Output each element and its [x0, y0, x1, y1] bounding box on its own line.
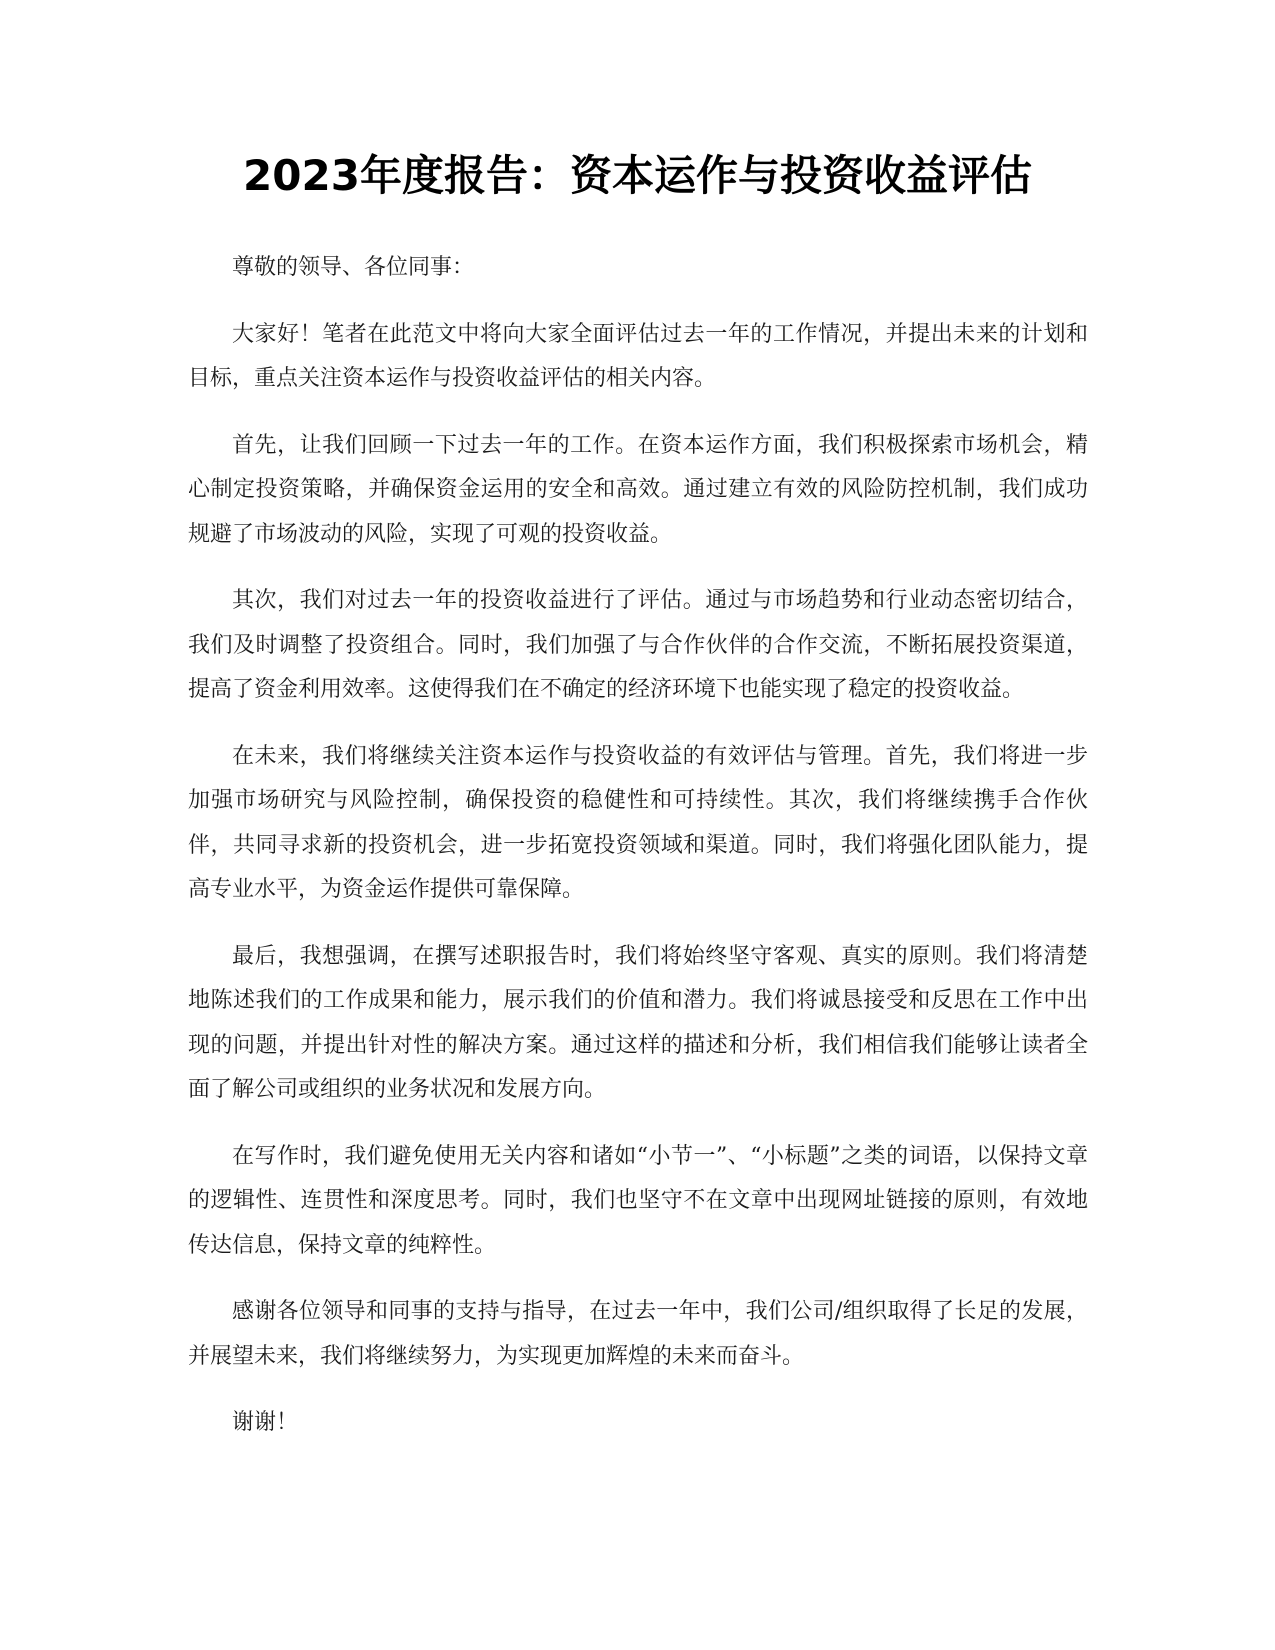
document-body	[188, 246, 1088, 1468]
writing-note-paragraph: 在写作时，我们避免使用无关内容和诸如“小节一”、“小标题”之类的词语，以保持文章的逻辑性、连贯性和深度思考。同时，我们也坚守不在文章中出现网址链接的原则，有效地传达信息，保持文章的纯粹性。	[188, 1143, 1088, 1258]
review-paragraph: 首先，让我们回顾一下过去一年的工作。在资本运作方面，我们积极探索市场机会，精心制定投资策略，并确保资金运用的安全和高效。通过建立有效的风险防控机制，我们成功规避了市场波动的风险，实现了可观的投资收益。	[188, 432, 1088, 547]
intro-paragraph: 大家好！笔者在此范文中将向大家全面评估过去一年的工作情况，并提出未来的计划和目标，重点关注资本运作与投资收益评估的相关内容。	[188, 321, 1088, 391]
evaluation-paragraph: 其次，我们对过去一年的投资收益进行了评估。通过与市场趋势和行业动态密切结合，我们及时调整了投资组合。同时，我们加强了与合作伙伴的合作交流，不断拓展投资渠道，提高了资金利用效率。这使得我们在不确定的经济环境下也能实现了稳定的投资收益。	[188, 588, 1088, 702]
closing-paragraph: 谢谢！	[232, 1410, 299, 1435]
thanks-paragraph: 感谢各位领导和同事的支持与指导，在过去一年中，我们公司/组织取得了长足的发展，并展望未来，我们将继续努力，为实现更加辉煌的未来而奋斗。	[188, 1299, 1088, 1369]
salutation-paragraph: 尊敬的领导、各位同事：	[232, 255, 475, 280]
future-plan-paragraph: 在未来，我们将继续关注资本运作与投资收益的有效评估与管理。首先，我们将进一步加强市场研究与风险控制，确保投资的稳健性和可持续性。其次，我们将继续携手合作伙伴，共同寻求新的投资机会，进一步拓宽投资领域和渠道。同时，我们将强化团队能力，提高专业水平，为资金运作提供可靠保障。	[188, 743, 1088, 902]
document-title: 2023年度报告：资本运作与投资收益评估	[243, 151, 1032, 200]
principles-paragraph: 最后，我想强调，在撰写述职报告时，我们将始终坚守客观、真实的原则。我们将清楚地陈述我们的工作成果和能力，展示我们的价值和潜力。我们将诚恳接受和反思在工作中出现的问题，并提出针对性的解决方案。通过这样的描述和分析，我们相信我们能够让读者全面了解公司或组织的业务状况和发展方向。	[188, 943, 1088, 1102]
